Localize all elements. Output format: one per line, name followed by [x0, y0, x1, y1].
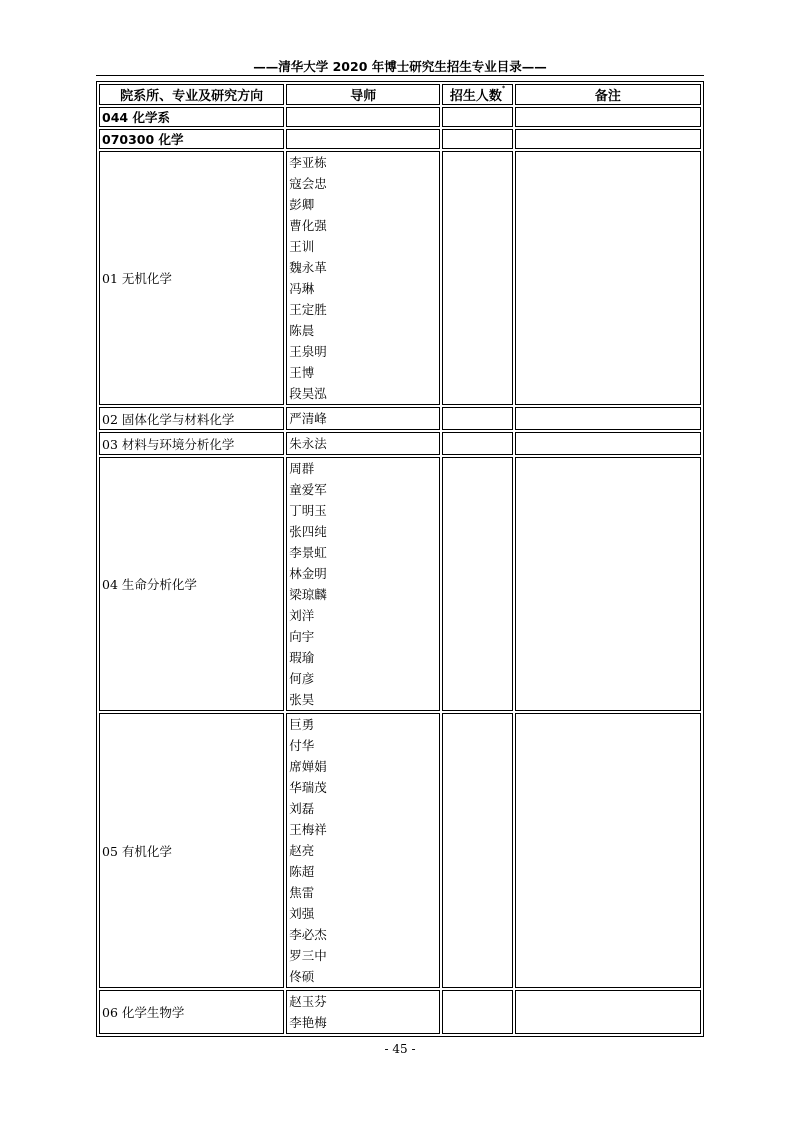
- quota-footnote-mark: *: [501, 85, 506, 92]
- remarks-cell: [515, 151, 701, 405]
- direction-name: 02 固体化学与材料化学: [99, 407, 284, 430]
- advisor-name: 王训: [289, 239, 315, 254]
- remarks-cell: [515, 990, 701, 1034]
- quota-cell: [442, 407, 512, 430]
- advisor-name: 彭卿: [289, 197, 315, 212]
- advisor-name: 朱永法: [289, 436, 327, 451]
- header-rule: [96, 75, 704, 76]
- remarks-cell: [515, 457, 701, 711]
- direction-name: 03 材料与环境分析化学: [99, 432, 284, 455]
- advisor-name: 王定胜: [289, 302, 327, 317]
- advisor-name: 王泉明: [289, 344, 327, 359]
- page-header: ——清华大学 2020 年博士研究生招生专业目录——: [253, 59, 547, 74]
- advisor-name: 林金明: [289, 566, 327, 581]
- advisor-name: 童爱军: [289, 482, 327, 497]
- advisor-name: 曹化强: [289, 218, 327, 233]
- direction-row: [99, 457, 701, 711]
- advisor-name: 罗三中: [289, 948, 327, 963]
- advisor-name: 瑕瑜: [289, 650, 315, 665]
- empty-cell: [286, 107, 440, 127]
- advisor-name: 赵玉芬: [289, 994, 327, 1009]
- direction-name: 04 生命分析化学: [99, 457, 284, 711]
- advisor-name: 佟硕: [289, 969, 315, 984]
- advisor-list: [286, 713, 440, 988]
- advisor-name: 陈超: [289, 864, 315, 879]
- department-row: [99, 107, 701, 127]
- direction-row: [99, 151, 701, 405]
- advisor-name: 刘洋: [289, 608, 315, 623]
- direction-row: [99, 990, 701, 1034]
- advisor-name: 严清峰: [289, 411, 327, 426]
- quota-cell: [442, 990, 512, 1034]
- advisor-name: 刘磊: [289, 801, 315, 816]
- empty-cell: [286, 129, 440, 149]
- advisor-name: 付华: [289, 738, 315, 753]
- direction-name: 05 有机化学: [99, 713, 284, 988]
- empty-cell: [442, 129, 512, 149]
- advisor-name: 陈晨: [289, 323, 315, 338]
- advisor-name: 梁琼麟: [289, 587, 327, 602]
- direction-row: [99, 713, 701, 988]
- catalog-table: [96, 81, 704, 1037]
- page-number: - 45 -: [384, 1042, 416, 1056]
- direction-name: 01 无机化学: [99, 151, 284, 405]
- advisor-name: 华瑞茂: [289, 780, 327, 795]
- advisor-list: [286, 990, 440, 1034]
- direction-row: [99, 432, 701, 455]
- empty-cell: [515, 107, 701, 127]
- advisor-name: 席婵娟: [289, 759, 327, 774]
- advisor-list: [286, 151, 440, 405]
- col-header-quota: [442, 84, 512, 105]
- advisor-name: 丁明玉: [289, 503, 327, 518]
- advisor-name: 刘强: [289, 906, 315, 921]
- empty-cell: [515, 129, 701, 149]
- major-cell: 070300 化学: [99, 129, 284, 149]
- header-row: [99, 84, 701, 105]
- advisor-name: 李必杰: [289, 927, 327, 942]
- direction-name: 06 化学生物学: [99, 990, 284, 1034]
- col-header-quota-label: 招生人数: [449, 89, 502, 104]
- quota-cell: [442, 151, 512, 405]
- advisor-name: 何彦: [289, 671, 315, 686]
- advisor-name: 王梅祥: [289, 822, 327, 837]
- advisor-name: 魏永革: [289, 260, 327, 275]
- col-header-remarks: 备注: [515, 84, 701, 105]
- advisor-name: 李艳梅: [289, 1015, 327, 1030]
- quota-cell: [442, 457, 512, 711]
- advisor-name: 巨勇: [289, 717, 315, 732]
- advisor-name: 李景虹: [289, 545, 327, 560]
- advisor-list: [286, 432, 440, 455]
- advisor-name: 向宇: [289, 629, 315, 644]
- major-row: [99, 129, 701, 149]
- advisor-name: 王博: [289, 365, 315, 380]
- advisor-name: 焦雷: [289, 885, 315, 900]
- advisor-name: 张昊: [289, 692, 315, 707]
- advisor-name: 赵亮: [289, 843, 315, 858]
- empty-cell: [442, 107, 512, 127]
- quota-cell: [442, 713, 512, 988]
- advisor-name: 张四纯: [289, 524, 327, 539]
- quota-cell: [442, 432, 512, 455]
- remarks-cell: [515, 432, 701, 455]
- remarks-cell: [515, 407, 701, 430]
- col-header-advisor: 导师: [286, 84, 440, 105]
- advisor-name: 冯琳: [289, 281, 315, 296]
- advisor-name: 段昊泓: [289, 386, 327, 401]
- advisor-list: [286, 457, 440, 711]
- advisor-list: [286, 407, 440, 430]
- col-header-direction: 院系所、专业及研究方向: [99, 84, 284, 105]
- advisor-name: 李亚栋: [289, 155, 327, 170]
- department-cell: 044 化学系: [99, 107, 284, 127]
- remarks-cell: [515, 713, 701, 988]
- direction-row: [99, 407, 701, 430]
- advisor-name: 周群: [289, 461, 315, 476]
- advisor-name: 寇会忠: [289, 176, 327, 191]
